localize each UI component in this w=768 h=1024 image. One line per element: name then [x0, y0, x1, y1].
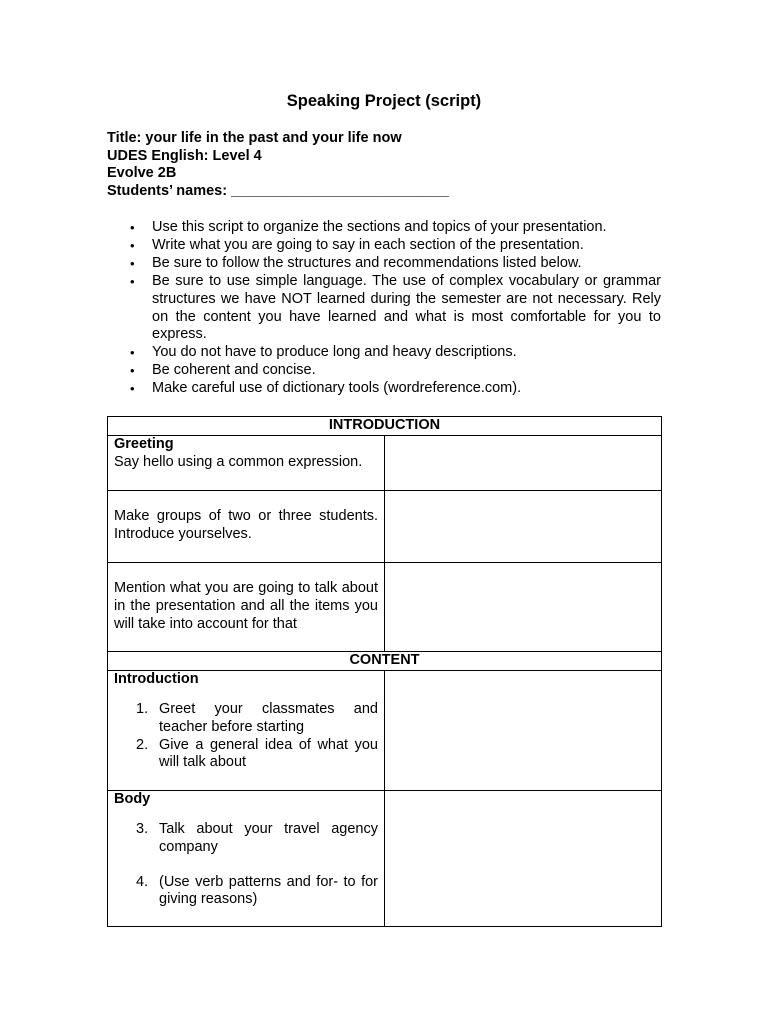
content-header: CONTENT [108, 651, 662, 670]
groups-text: Make groups of two or three students. Introduce yourselves. [114, 507, 378, 542]
introduction-cell [108, 670, 385, 790]
instruction-text: Be sure to use simple language. The use of complex vocabulary or grammar structures we have NOT learned during the semester are not necessary. Rely on the content you have learned and what is most comfortable for you to express. [152, 272, 661, 343]
step-text: Talk about your travel agency company [159, 820, 378, 855]
instruction-item [107, 219, 661, 237]
groups-answer-cell[interactable] [385, 490, 662, 562]
introduction-label: Introduction [114, 670, 199, 687]
instruction-text: Use this script to organize the sections and topics of your presentation. [152, 219, 607, 235]
step-text: Greet your classmates and teacher before starting [159, 700, 378, 735]
meta-course-line: UDES English: Level 4 [107, 147, 262, 164]
bullet-icon: • [130, 345, 135, 361]
step-number: 4. [136, 873, 149, 890]
greeting-answer-cell[interactable] [385, 435, 662, 490]
mention-answer-cell[interactable] [385, 562, 662, 651]
instruction-item [107, 362, 661, 380]
list-item [114, 821, 378, 857]
introduction-header: INTRODUCTION [108, 417, 662, 436]
introduction-steps [114, 701, 378, 773]
list-item [114, 701, 378, 737]
instruction-item [107, 380, 661, 398]
document-meta [107, 130, 449, 200]
page-title: Speaking Project (script) [286, 92, 482, 110]
meta-students-line: Students’ names: ___________________________ [107, 182, 449, 199]
instruction-item [107, 237, 661, 255]
bullet-icon: • [130, 237, 135, 253]
bullet-icon: • [130, 220, 135, 235]
list-item [114, 874, 378, 910]
instruction-text: Make careful use of dictionary tools (wordreference.com). [152, 380, 522, 397]
mention-cell [108, 562, 385, 651]
step-text: (Use verb patterns and for- to for giving reasons) [159, 873, 378, 908]
list-item [114, 737, 378, 773]
bullet-icon: • [130, 273, 135, 289]
groups-cell [108, 490, 385, 562]
instruction-text: You do not have to produce long and heavy descriptions. [152, 344, 517, 361]
body-steps [114, 821, 378, 910]
meta-title-line: Title: your life in the past and your life now [107, 130, 402, 146]
instruction-item [107, 344, 661, 362]
instruction-text: Write what you are going to say in each section of the presentation. [152, 236, 584, 253]
instruction-text: Be coherent and concise. [152, 362, 316, 379]
step-number: 3. [136, 820, 149, 837]
mention-text: Mention what you are going to talk about in the presentation and all the items you will take into account for that [114, 579, 378, 632]
instruction-item [107, 273, 661, 345]
instruction-text: Be sure to follow the structures and recommendations listed below. [152, 254, 582, 271]
step-text: Give a general idea of what you will talk about [159, 736, 378, 771]
bullet-icon: • [130, 363, 135, 379]
body-cell [108, 790, 385, 926]
introduction-answer-cell[interactable] [385, 670, 662, 790]
greeting-label: Greeting [114, 435, 174, 452]
body-label: Body [114, 790, 151, 807]
instruction-item [107, 255, 661, 273]
bullet-icon: • [130, 381, 135, 397]
step-number: 2. [136, 736, 149, 753]
instructions-list [107, 219, 661, 398]
step-number: 1. [136, 700, 149, 717]
greeting-text: Say hello using a common expression. [114, 453, 363, 470]
script-table [107, 416, 662, 927]
body-answer-cell[interactable] [385, 790, 662, 926]
meta-book-line: Evolve 2B [107, 165, 177, 181]
bullet-icon: • [130, 255, 135, 271]
greeting-cell [108, 435, 385, 490]
